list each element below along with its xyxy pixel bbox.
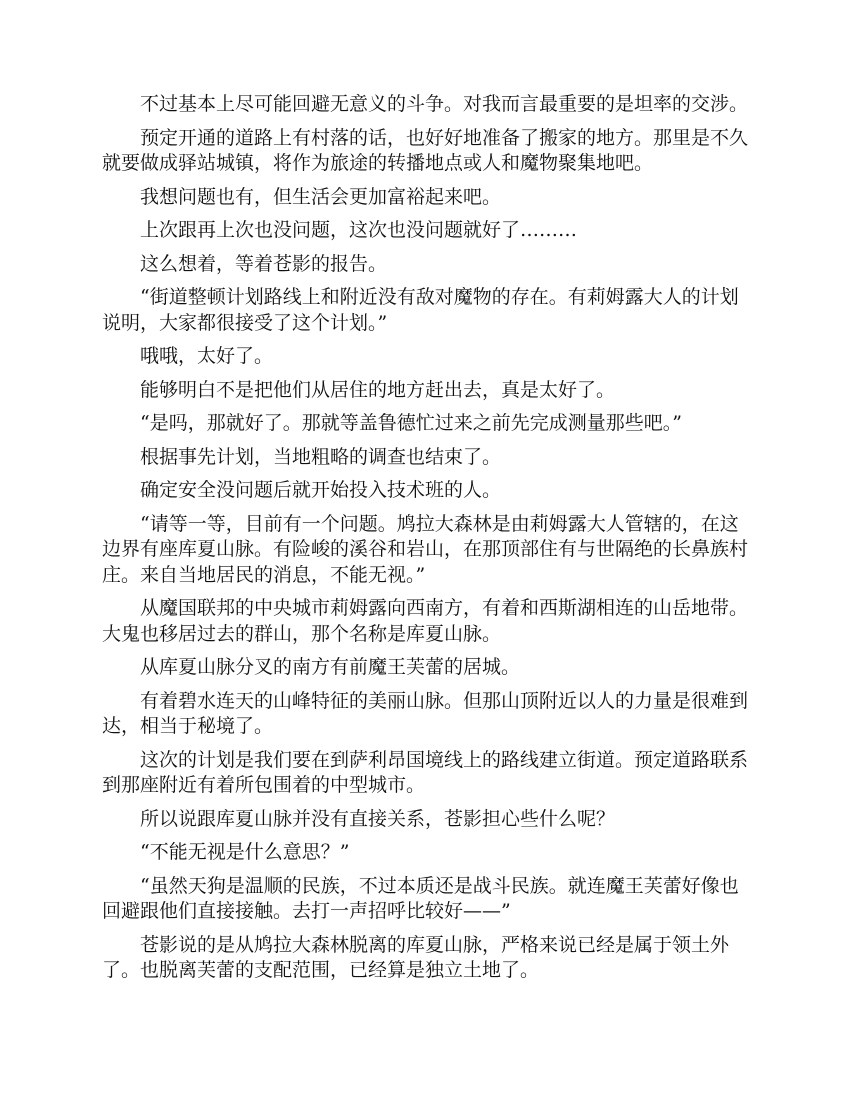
paragraph: “不能无视是什么意思？” [140, 841, 350, 863]
paragraph: 这次的计划是我们要在到萨利昂国境线上的路线建立街道。预定道路联系到那座附近有着所包围着的中型城市。 [102, 748, 749, 796]
paragraph: 哦哦，太好了。 [140, 345, 274, 367]
paragraph: 苍影说的是从鸠拉大森林脱离的库夏山脉，严格来说已经是属于领土外了。也脱离芙蕾的支配范围，已经算是独立土地了。 [102, 933, 730, 981]
paragraph: “虽然天狗是温顺的民族，不过本质还是战斗民族。就连魔王芙蕾好像也回避跟他们直接接触。去打一声招呼比较好——” [102, 874, 739, 922]
paragraph: 我想问题也有，但生活会更加富裕起来吧。 [140, 185, 502, 208]
paragraph: 所以说跟库夏山脉并没有直接关系，苍影担心些什么呢？ [140, 807, 616, 830]
paragraph: 不过基本上尽可能回避无意义的斗争。对我而言最重要的是坦率的交涉。 [140, 93, 749, 115]
paragraph: 确定安全没问题后就开始投入技术班的人。 [140, 479, 502, 501]
paragraph: 上次跟再上次也没问题，这次也没问题就好了……… [140, 219, 578, 241]
paragraph: 这么想着，等着苍影的报告。 [140, 252, 388, 275]
document-page [102, 92, 750, 992]
paragraph: “请等一等，目前有一个问题。鸠拉大森林是由莉姆露大人管辖的，在这边界有座库夏山脉。有险峻的溪谷和岩山，在那顶部住有与世隔绝的长鼻族村庄。来自当地居民的消息，不能无视。” [102, 512, 749, 586]
paragraph: “是吗，那就好了。那就等盖鲁德忙过来之前先完成测量那些吧。” [140, 412, 682, 434]
paragraph: “街道整顿计划路线上和附近没有敌对魔物的存在。有莉姆露大人的计划说明，大家都很接受了这个计划。” [102, 286, 739, 334]
paragraph: 根据事先计划，当地粗略的调查也结束了。 [140, 445, 502, 468]
paragraph: 有着碧水连天的山峰特征的美丽山脉。但那山顶附近以人的力量是很难到达，相当于秘境了。 [102, 689, 749, 737]
paragraph: 预定开通的道路上有村落的话，也好好地准备了搬家的地方。那里是不久就要做成驿站城镇，将作为旅途的转播地点或人和魔物聚集地吧。 [102, 126, 749, 174]
paragraph: 从魔国联邦的中央城市莉姆露向西南方，有着和西斯湖相连的山岳地带。大鬼也移居过去的群山，那个名称是库夏山脉。 [102, 597, 749, 645]
paragraph: 从库夏山脉分叉的南方有前魔王芙蕾的居城。 [140, 656, 521, 678]
paragraph: 能够明白不是把他们从居住的地方赶出去，真是太好了。 [140, 378, 616, 401]
